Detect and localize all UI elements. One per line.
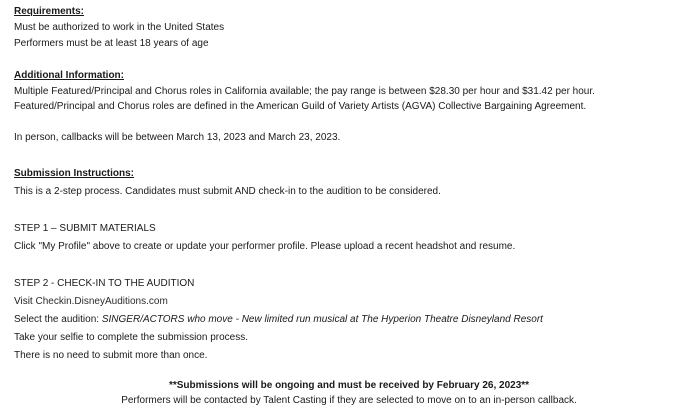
- checkin-link[interactable]: Checkin.DisneyAuditions.com: [35, 296, 168, 307]
- contact-notice: Performers will be contacted by Talent Casting if they are selected to move on to an in-person callback.: [121, 395, 577, 406]
- additional-information-heading: Additional Information:: [14, 70, 124, 81]
- step2-selfie: Take your selfie to complete the submission process.: [14, 332, 248, 343]
- step2-title: STEP 2 - CHECK-IN TO THE AUDITION: [14, 278, 195, 289]
- step1-text: Click "My Profile" above to create or update your performer profile. Please upload a recent headshot and resume.: [14, 241, 516, 252]
- additional-info-line: Featured/Principal and Chorus roles are defined in the American Guild of Variety Artists (AGVA) Collective Bargaining Agreement.: [14, 101, 587, 112]
- step1-title: STEP 1 – SUBMIT MATERIALS: [14, 223, 156, 234]
- requirements-heading: Requirements:: [14, 6, 85, 17]
- deadline-notice: **Submissions will be ongoing and must be received by February 26, 2023**: [168, 380, 530, 391]
- submission-intro: This is a 2-step process. Candidates must submit AND check-in to the audition to be considered.: [14, 186, 441, 197]
- additional-info-line: Multiple Featured/Principal and Chorus roles in California available; the pay range is between $28.30 per hour and $31.42 per hour.: [14, 86, 595, 97]
- step2-visit-line: [14, 296, 168, 308]
- requirement-line: Must be authorized to work in the United States: [14, 22, 225, 33]
- step2-select-line: [14, 314, 543, 326]
- visit-prefix: Visit: [14, 296, 36, 307]
- submission-instructions-heading: Submission Instructions:: [14, 168, 135, 179]
- callbacks-info: In person, callbacks will be between March 13, 2023 and March 23, 2023.: [14, 132, 341, 143]
- step2-no-need: There is no need to submit more than once.: [14, 350, 208, 361]
- select-prefix: Select the audition:: [14, 314, 102, 325]
- audition-name: SINGER/ACTORS who move - New limited run musical at The Hyperion Theatre Disneyland Resort: [101, 314, 543, 325]
- requirement-line: Performers must be at least 18 years of age: [14, 38, 209, 49]
